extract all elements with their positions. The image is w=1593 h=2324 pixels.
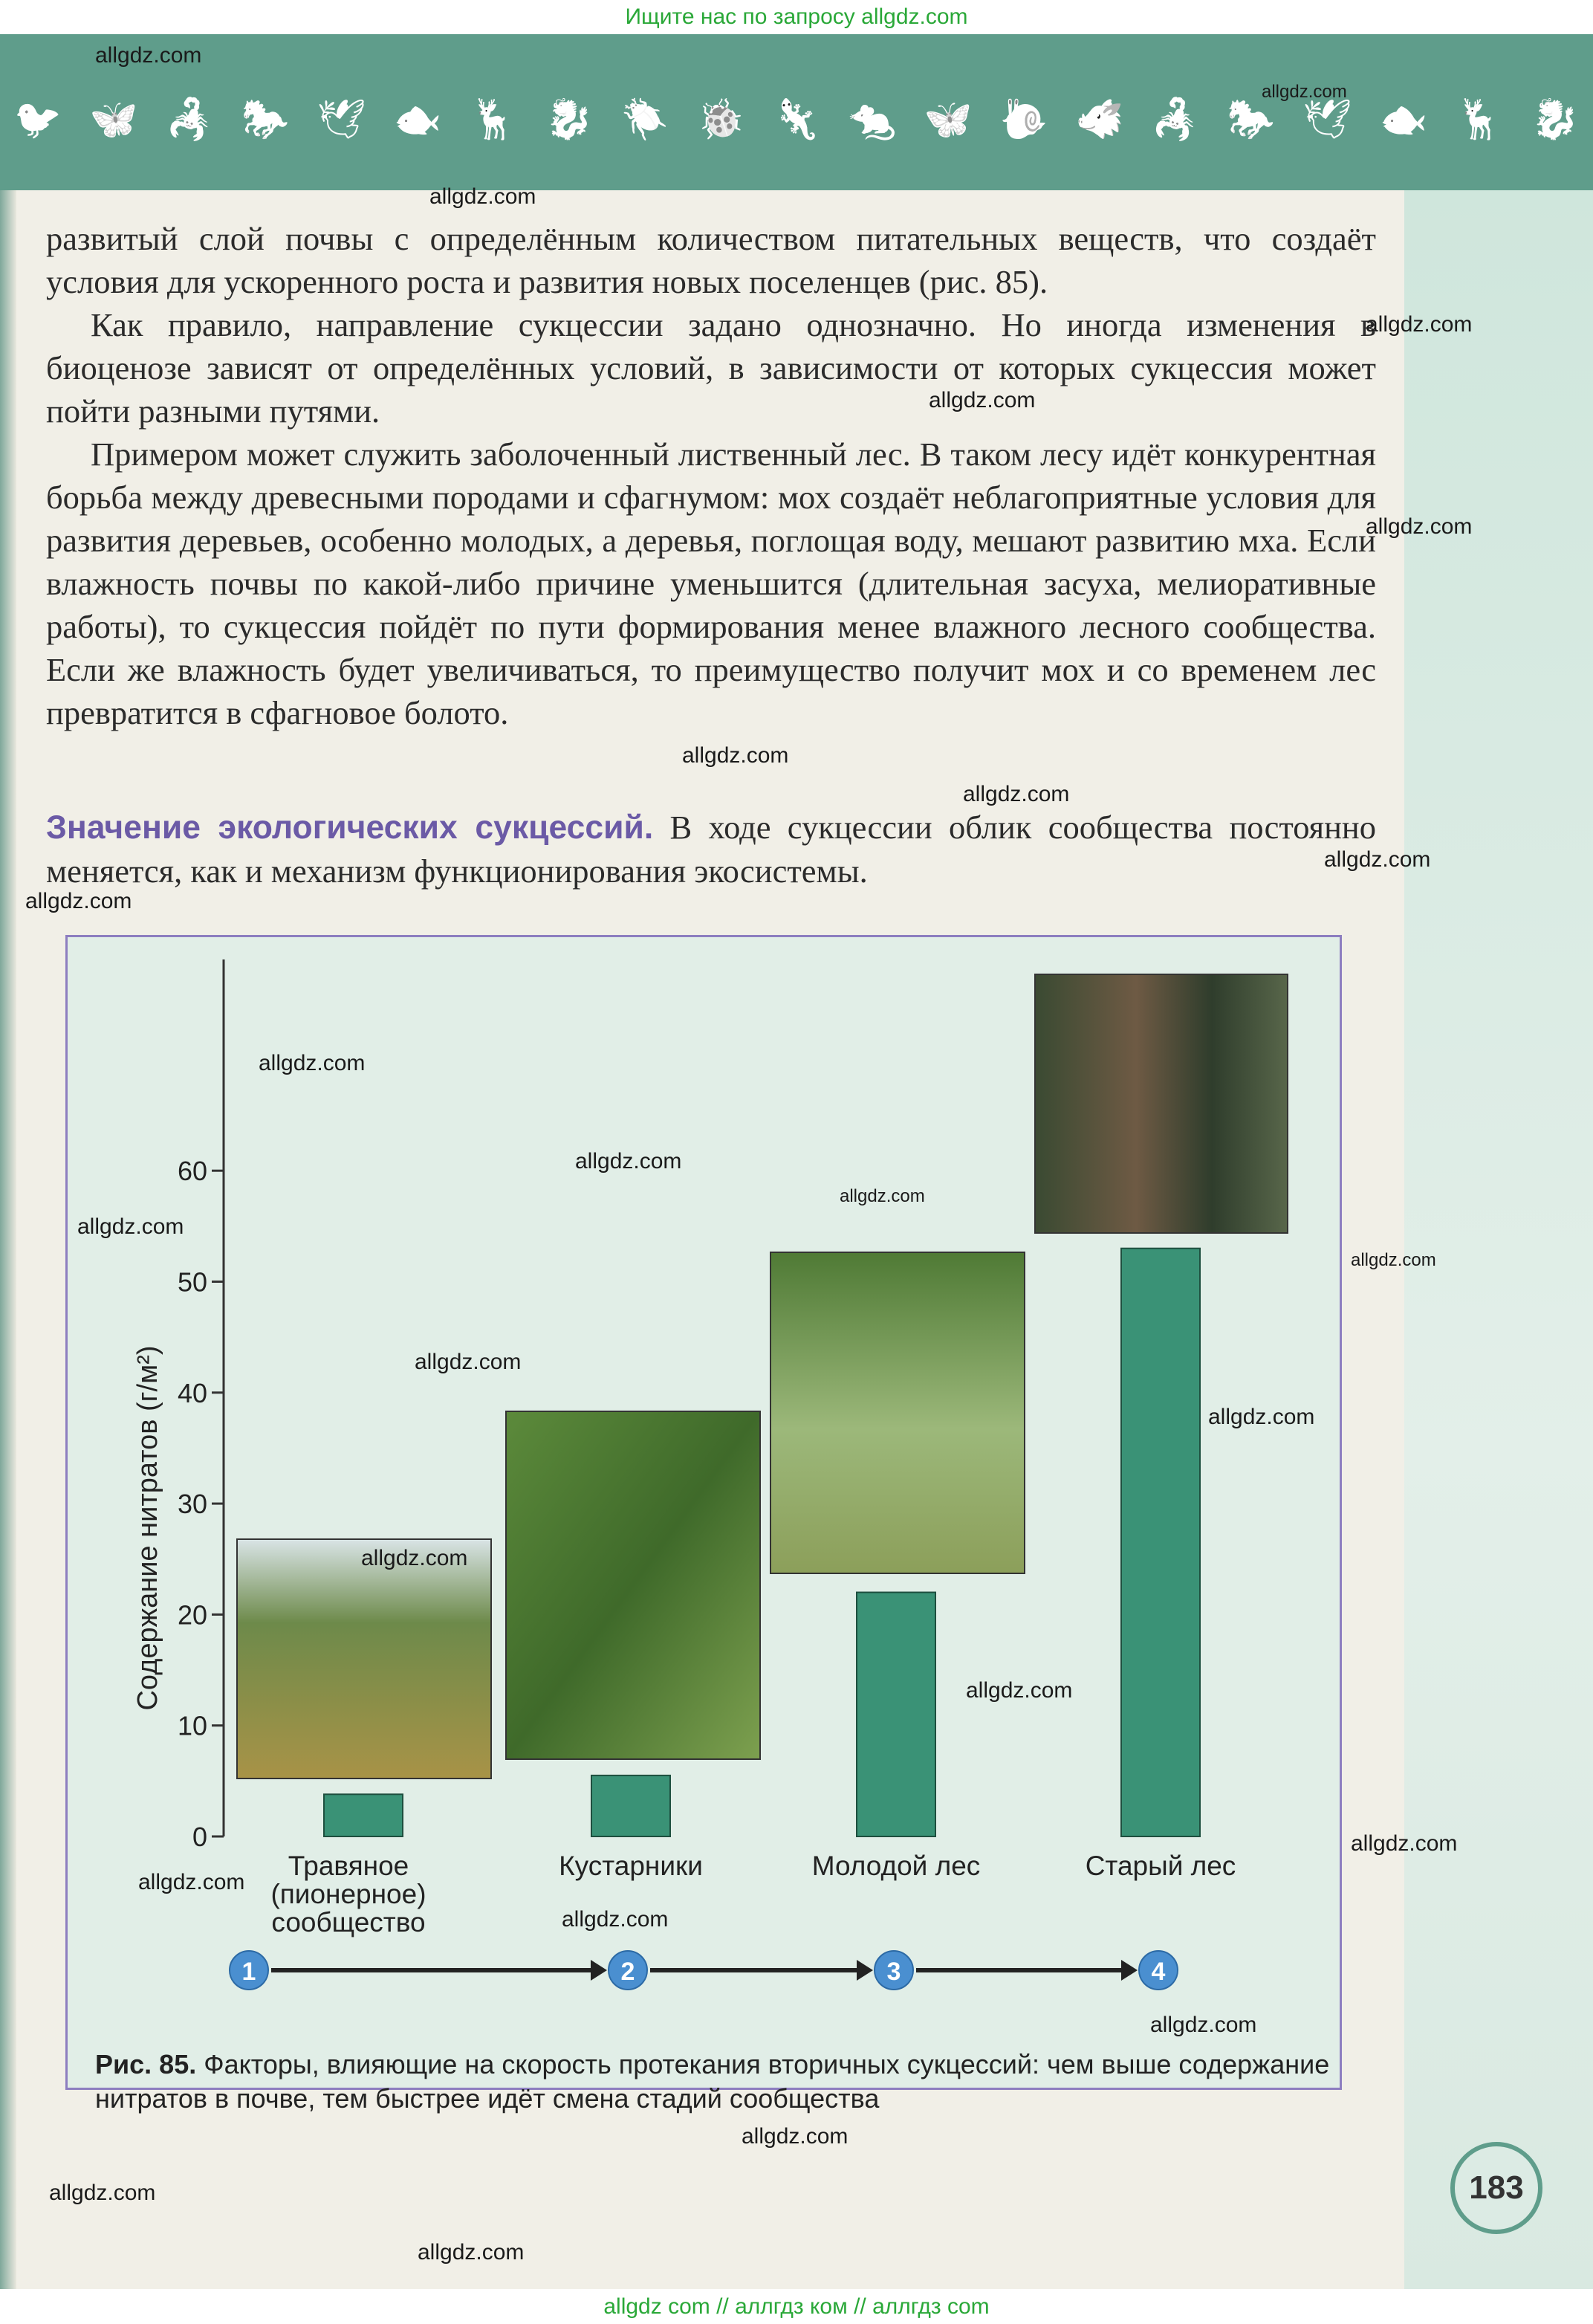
watermark: allgdz.com <box>361 1546 468 1570</box>
watermark: allgdz.com <box>138 1870 245 1894</box>
top-banner[interactable]: Ищите нас по запросу allgdz.com <box>0 0 1593 34</box>
scorpion-icon: 🦂 <box>1151 97 1200 142</box>
watermark: allgdz.com <box>418 2240 525 2265</box>
watermark: allgdz.com <box>25 889 132 913</box>
watermark: allgdz.com <box>963 782 1070 806</box>
watermark: allgdz.com <box>1150 2013 1257 2037</box>
category-label: сообщество <box>271 1907 426 1938</box>
fish-icon: 🐟 <box>1379 97 1428 142</box>
page-number: 183 <box>1450 2142 1542 2234</box>
y-tick-label: 10 <box>177 1710 207 1741</box>
watermark: allgdz.com <box>1366 312 1473 337</box>
animal-icon-strip <box>0 88 1593 150</box>
category-label: Кустарники <box>559 1851 703 1881</box>
category-label: (пионерное) <box>270 1879 426 1909</box>
arrow-head-icon <box>591 1960 607 1981</box>
boar-icon: 🐗 <box>1075 97 1124 142</box>
y-tick-label: 40 <box>177 1377 207 1408</box>
fish-icon: 🐟 <box>393 97 442 142</box>
section-block <box>46 806 1376 893</box>
bird-icon: 🐦 <box>13 97 62 142</box>
figure-85 <box>65 935 1342 2090</box>
arrow-head-icon <box>1121 1960 1138 1981</box>
page-left-edge <box>0 34 16 2289</box>
watermark: allgdz.com <box>77 1214 184 1239</box>
watermark: allgdz.com <box>1208 1405 1315 1429</box>
y-tick-label: 30 <box>177 1489 207 1520</box>
body-text <box>46 217 1376 734</box>
y-tick-label: 20 <box>177 1599 207 1631</box>
snail-icon: 🐌 <box>999 97 1048 142</box>
young-forest-photo <box>770 1252 1025 1573</box>
horse-icon: 🐎 <box>241 97 290 142</box>
butterfly-icon: 🦋 <box>89 97 138 142</box>
watermark: allgdz.com <box>49 2181 156 2205</box>
arrow-head-icon <box>857 1960 873 1981</box>
watermark: allgdz.com <box>1351 1250 1436 1270</box>
nitrate-bar-chart <box>68 937 1340 2088</box>
watermark: allgdz.com <box>1262 82 1347 102</box>
watermark: allgdz.com <box>415 1350 522 1374</box>
watermark: allgdz.com <box>682 743 789 768</box>
watermark: allgdz.com <box>1366 514 1473 539</box>
category-label: Молодой лес <box>811 1851 981 1881</box>
stage-number: 4 <box>1151 1958 1166 1986</box>
insect-icon: 🪲 <box>620 97 669 142</box>
paragraph-3: Примером может служить заболоченный лиственный лес. В таком лесу идёт конкурентная борьба между древесными породами и сфагнумом: мох создаёт неблагоприятные условия для развития деревьев, особенно молодых, а деревья, поглощая воду, мешают развитию мха. Если влажность почвы по какой-либо причине уменьшится (длительная засуха, мелиоративные работы), то сукцессия пойдёт по пути формирования менее влажного лесного сообщества. Если же влажность будет увеличиваться, то преимущество получит мох и со временем лес превратится в сфагновое болото. <box>46 436 1376 731</box>
beetle-icon: 🐞 <box>696 97 745 142</box>
bar-2 <box>591 1776 670 1836</box>
rodent-icon: 🐀 <box>848 97 897 142</box>
decorative-right-panel <box>1404 190 1593 2289</box>
y-axis-label: Содержание нитратов (г/м²) <box>132 1345 163 1711</box>
stage-number: 1 <box>241 1958 256 1986</box>
deer-icon: 🦌 <box>1455 97 1504 142</box>
watermark: allgdz.com <box>1351 1831 1458 1856</box>
stage-number: 3 <box>886 1958 901 1986</box>
watermark: allgdz.com <box>259 1051 366 1075</box>
bottom-banner[interactable]: allgdz com // аллгдз ком // аллгдз com <box>0 2289 1593 2324</box>
paragraph-1: развитый слой почвы с определённым количеством питательных веществ, что создаёт условия для ускоренного роста и развития новых поселенцев (рис. 85). <box>46 220 1376 300</box>
watermark: allgdz.com <box>966 1678 1073 1703</box>
watermark: allgdz.com <box>562 1907 669 1932</box>
category-label: Старый лес <box>1085 1851 1236 1881</box>
seahorse-icon: 🐉 <box>1531 97 1580 142</box>
bar-3 <box>857 1593 935 1836</box>
watermark: allgdz.com <box>95 43 202 68</box>
paragraph-2: Как правило, направление сукцессии задано однозначно. Но иногда изменения в биоценозе зависят от определённых условий, в зависимости от которых сукцессия может пойти разными путями. <box>46 306 1376 430</box>
section-title: Значение экологических сукцессий. <box>46 809 654 846</box>
caption-prefix: Рис. 85. <box>95 2049 197 2079</box>
caption-text: Факторы, влияющие на скорость протекания вторичных сукцессий: чем выше содержание нитратов в почве, тем быстрее идёт смена стадий сообщества <box>95 2049 1330 2114</box>
watermark: allgdz.com <box>929 388 1036 412</box>
y-tick-label: 60 <box>177 1156 207 1187</box>
watermark: allgdz.com <box>1324 847 1431 872</box>
watermark: allgdz.com <box>429 184 536 209</box>
lizard-icon: 🦎 <box>772 97 821 142</box>
old-forest-photo <box>1035 974 1288 1233</box>
seahorse-icon: 🐉 <box>545 97 594 142</box>
watermark: allgdz.com <box>742 2124 849 2149</box>
bar-1 <box>324 1794 403 1836</box>
horse-icon: 🐎 <box>1227 97 1276 142</box>
y-tick-label: 50 <box>177 1266 207 1298</box>
grassland-photo <box>237 1539 491 1778</box>
bird-icon: 🕊 <box>317 97 366 142</box>
bar-4 <box>1121 1249 1200 1836</box>
y-tick-label: 0 <box>192 1822 207 1852</box>
shrubland-photo <box>506 1411 760 1759</box>
figure-caption <box>95 2048 1343 2116</box>
watermark: allgdz.com <box>575 1149 682 1174</box>
bird-icon: 🕊 <box>1302 97 1352 142</box>
deer-icon: 🦌 <box>469 97 518 142</box>
scorpion-icon: 🦂 <box>165 97 214 142</box>
category-label: Травяное <box>288 1851 409 1881</box>
watermark: allgdz.com <box>840 1186 925 1206</box>
stage-number: 2 <box>620 1958 635 1986</box>
butterfly-icon: 🦋 <box>924 97 973 142</box>
section-text: В ходе сукцессии облик сообщества постоянно меняется, как и механизм функционирования экосистемы. <box>46 809 1376 890</box>
